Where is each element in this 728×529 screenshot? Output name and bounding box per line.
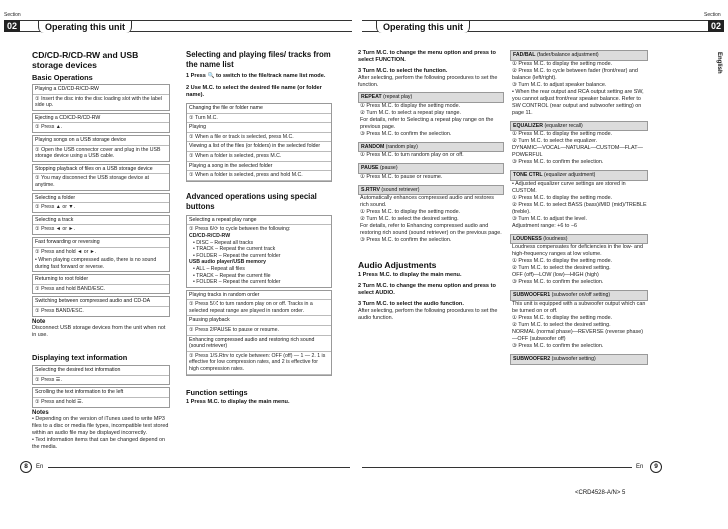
setting-name: SUBWOOFER1 [513, 292, 551, 299]
setting-line: ③ Press M.C. to confirm the selection. [360, 130, 452, 137]
setting-title-bar [510, 354, 648, 365]
operation-title: Selecting the desired text information [33, 366, 169, 376]
setting-line: ③ Press M.C. to confirm the selection. [512, 279, 604, 286]
setting-line: ② Turn M.C. to select a repeat play range. [360, 109, 462, 116]
audio-step-3-text: After selecting, perform the following procedures to set the audio function. [358, 308, 498, 322]
function-step-2: 2 Turn M.C. to change the menu option and press to select FUNCTION. [358, 50, 496, 63]
operation-box [32, 237, 170, 272]
repeat-range-line: • FOLDER – Repeat the current folder [193, 279, 281, 286]
operation-step: ① Insert the disc into the disc loading slot with the label side up. [35, 95, 162, 109]
setting-line: This unit is equipped with a subwoofer output which can be turned on or off. [512, 300, 646, 314]
setting-title-bar [510, 290, 648, 301]
page-title-left: Operating this unit [38, 21, 132, 33]
setting-line: • When the rear output and RCA output setting are SW, you cannot adjust front/rear speaker balance. Refer to SW CONTROL (rear output and subwoofer setting) on page 11. [512, 88, 644, 116]
operation-title: Playing tracks in random order [187, 291, 331, 301]
setting-line: ③ Turn M.C. to adjust speaker balance. [512, 81, 607, 88]
setting-line: ② Press M.C. to cycle between fader (front/rear) and balance (left/right). [512, 67, 638, 81]
operation-row [187, 316, 331, 335]
notes-heading: Notes [32, 409, 49, 416]
operation-step: ① Turn M.C. [189, 114, 218, 121]
setting-desc: (loudness) [543, 235, 568, 242]
footer-rule-right [362, 467, 632, 468]
text-info-heading: Displaying text information [32, 353, 128, 363]
operation-row [187, 291, 331, 317]
section-number-right: 02 [708, 20, 724, 32]
operation-step: ① When a folder is selected, press M.C. [189, 152, 282, 159]
operation-box [32, 164, 170, 191]
setting-line: ① Press M.C. to pause or resume. [360, 173, 443, 180]
note-item: • Depending on the version of iTunes used to write MP3 files to a disc or media file types, incompatible text stored within an audio file may be displayed incorrectly. [32, 416, 169, 437]
setting-desc: (sound retriever) [381, 186, 420, 193]
repeat-range-lines [187, 225, 331, 286]
operation-step: ① You may disconnect the USB storage device at anytime. [35, 175, 149, 188]
setting-line: For details, refer to Selecting a repeat play range on the previous page. [360, 116, 494, 130]
setting-line: ③ Press M.C. to confirm the selection. [512, 342, 604, 349]
operation-title: Playing a CD/CD-R/CD-RW [33, 85, 169, 95]
operation-step: ① Press and hold BAND/ESC. [35, 285, 106, 292]
note-heading: Note [32, 318, 46, 325]
operation-box [32, 387, 170, 407]
setting-title-bar [358, 163, 504, 174]
header-bar-right [362, 20, 710, 32]
setting-line: ③ Turn M.C. to adjust the level. [512, 215, 587, 222]
operation-title: Enhancing compressed audio and restoring rich sound (sound retriever) [187, 336, 331, 352]
operation-box [32, 274, 170, 294]
setting-name: SUBWOOFER2 [513, 355, 551, 362]
setting-desc: (fader/balance adjustment) [536, 52, 599, 58]
setting-line: ① Press M.C. to display the setting mode. [512, 60, 613, 67]
operation-title: Playing songs on a USB storage device [33, 136, 169, 146]
operation-box [32, 365, 170, 385]
audio-sections [510, 50, 648, 365]
setting-name: EQUALIZER [513, 122, 543, 129]
operation-title: Switching between compressed audio and CD-DA [33, 297, 169, 307]
repeat-range-line: CD/CD-R/CD-RW [189, 232, 231, 239]
setting-title-bar [510, 50, 648, 61]
setting-desc: (subwoofer setting) [551, 355, 596, 362]
operation-box [32, 215, 170, 235]
audio-step-3: 3 Turn M.C. to select the audio function. [358, 301, 464, 308]
setting-name: RANDOM [361, 143, 385, 150]
operation-title: Ejecting a CD/CD-R/CD-RW [33, 114, 169, 124]
setting-line: ② Turn M.C. to select the desired setting. [512, 321, 611, 328]
operation-step: ① Press and hold ☰. [35, 399, 84, 406]
operation-title: Changing the file or folder name [187, 104, 331, 114]
operation-step: ① Press ▲ or ▼. [35, 204, 75, 211]
operation-title: Returning to root folder [33, 275, 169, 285]
setting-title-bar [510, 170, 648, 181]
name-list-step-1: 1 Press 🔍 to switch to the file/track name list mode. [186, 73, 326, 79]
special-buttons-table [186, 290, 332, 376]
text-info-table [32, 365, 170, 407]
operation-step: ① Press ☰. [35, 376, 62, 383]
repeat-range-line: • ALL – Repeat all files [193, 265, 245, 272]
setting-line: ① Press M.C. to turn random play on or off. [360, 152, 464, 159]
operation-box [32, 84, 170, 111]
audio-step-1: 1 Press M.C. to display the main menu. [358, 272, 462, 279]
column-4 [510, 50, 648, 365]
operation-title: Selecting a track [33, 216, 169, 226]
operation-row [187, 104, 331, 123]
page-number-right: 9 [650, 461, 662, 473]
section-number-left: 02 [4, 20, 20, 32]
operation-title: Stopping playback of files on a USB storage device [33, 165, 169, 175]
setting-line: ② Turn M.C. to select the equalizer. [512, 138, 598, 145]
setting-line: ① Press M.C. to display the setting mode. [512, 314, 613, 321]
basic-operations-table [32, 84, 170, 317]
operation-step: ① Press ▲. [35, 124, 63, 131]
setting-desc: (subwoofer on/off setting) [551, 292, 611, 299]
operation-row [187, 162, 331, 181]
operation-step: ① Press 1/S.Rtrv to cycle between: OFF (off) — 1 — 2. 1 is effective for low compression rates, and 2 is effective for high compression rates. [189, 352, 326, 373]
repeat-range-line: • TRACK – Repeat the current track [193, 246, 276, 253]
function-step-3-text: After selecting, perform the following procedures to set the function. [358, 75, 498, 88]
operation-step: ① Press 5/⤮ to turn random play on or off. Tracks in a selected repeat range are played in random order. [189, 301, 313, 314]
repeat-range-line: ① Press 6/⟳ to cycle between the following: [189, 226, 291, 233]
setting-line: Adjustment range: +6 to −6 [512, 222, 578, 229]
operation-title: Playing [187, 123, 331, 133]
name-list-table [186, 103, 332, 182]
setting-line: ① Press M.C. to display the setting mode. [512, 258, 613, 265]
setting-title-bar [358, 142, 504, 153]
operation-box [32, 113, 170, 133]
setting-desc: (random play) [385, 143, 418, 150]
special-buttons-heading: Advanced operations using special buttons [186, 191, 317, 211]
setting-desc: (pause) [379, 165, 398, 172]
name-list-heading: Selecting and playing files/ tracks from the name list [186, 50, 331, 69]
setting-name: REPEAT [361, 94, 382, 100]
setting-line: Loudness compensates for deficiencies in the low- and high-frequency ranges at low volume. [512, 244, 643, 258]
setting-line: ③ Press M.C. to confirm the selection. [360, 237, 452, 244]
operation-step: ① Press BAND/ESC. [35, 308, 84, 315]
operation-row [187, 123, 331, 142]
setting-line: For details, refer to Enhancing compressed audio and restoring rich sound (sound retriever) on the previous page. [360, 223, 502, 237]
function-step-3: 3 Turn M.C. to select the function. [358, 68, 448, 74]
audio-step-2: 2 Turn M.C. to change the menu option and press to select AUDIO. [358, 283, 496, 297]
setting-name: LOUDNESS [513, 235, 542, 242]
setting-line: ① Press M.C. to display the setting mode. [512, 131, 613, 138]
operation-title: Pausing playback [187, 316, 331, 326]
basic-operations-heading: Basic Operations [32, 73, 93, 82]
operation-box [186, 103, 332, 182]
note-item: • Text information items that can be changed depend on the media. [32, 437, 166, 451]
operation-step: ① When a folder is selected, press and hold M.C. [189, 172, 303, 179]
operation-box [32, 135, 170, 162]
setting-line: ① Press M.C. to display the setting mode. [360, 209, 461, 216]
repeat-range-title: Selecting a repeat play range [187, 216, 331, 226]
operation-box [186, 290, 332, 376]
operation-title: Fast forwarding or reversing [33, 238, 169, 248]
page-title-right: Operating this unit [376, 21, 470, 33]
setting-line: OFF (off)—LOW (low)—HIGH (high) [512, 272, 599, 279]
setting-line: ① Press M.C. to display the setting mode. [360, 102, 461, 109]
document-code: <CRD4528-A/N> 5 [575, 490, 626, 496]
operation-title: Selecting a folder [33, 194, 169, 204]
operation-title: Viewing a list of the files (or folders) in the selected folder [187, 142, 331, 152]
setting-line: ③ Press M.C. to confirm the selection. [512, 159, 604, 166]
repeat-range-box [186, 215, 332, 288]
setting-title-bar [358, 185, 504, 196]
operation-step: ① Open the USB connector cover and plug in the USB storage device using a USB cable. [35, 146, 161, 160]
page-lang-left: En [36, 464, 44, 470]
setting-line: ② Press M.C. to select BASS (bass)/MID (mid)/TREBLE (treble). [512, 201, 647, 215]
side-language-label: English [716, 52, 722, 74]
operation-step: ① Press ◄ or ►. [35, 226, 75, 233]
setting-desc: (repeat play) [383, 94, 413, 100]
operation-row [187, 336, 331, 375]
function-sections [358, 92, 504, 244]
setting-line: Automatically enhances compressed audio and restores rich sound. [360, 195, 494, 209]
setting-title-bar [510, 234, 648, 245]
setting-name: FAD/BAL [513, 52, 536, 58]
footer-rule-left [48, 467, 350, 468]
operation-step: • When playing compressed audio, there is no sound during fast forward or reverse. [35, 257, 157, 270]
notes-list [32, 416, 170, 451]
setting-line: ① Press M.C. to display the setting mode. [512, 194, 613, 201]
page-lang-right: En [636, 464, 644, 470]
operation-row [187, 142, 331, 161]
repeat-range-line: USB audio player/USB memory [189, 259, 266, 266]
column-1 [32, 50, 170, 451]
setting-line: DYNAMIC—VOCAL—NATURAL—CUSTOM—FLAT—POWERFUL [512, 145, 643, 159]
repeat-range-line: • DISC – Repeat all tracks [193, 239, 254, 246]
section-label-left: Section [4, 12, 21, 18]
function-step-1: 1 Press M.C. to display the main menu. [186, 398, 290, 405]
operation-box [32, 193, 170, 213]
setting-desc: (equalizer adjustment) [544, 172, 596, 179]
cd-usb-heading: CD/CD-R/CD-RW and USB storage devices [32, 50, 139, 70]
operation-box [32, 296, 170, 316]
setting-line: • Adjusted equalizer curve settings are stored in CUSTOM. [512, 180, 626, 194]
operation-step: ① When a file or track is selected, press M.C. [189, 133, 294, 140]
setting-title-bar [358, 92, 504, 103]
name-list-step-2: 2 Use M.C. to select the desired file name (or folder name). [186, 85, 322, 98]
operation-step: ① Press 2/PAUSE to pause or resume. [189, 327, 279, 334]
operation-title: Playing a song in the selected folder [187, 162, 331, 172]
setting-line: ② Turn M.C. to select the desired setting. [512, 265, 611, 272]
page-number-left: 8 [20, 461, 32, 473]
repeat-range-line: • FOLDER – Repeat the current folder [193, 252, 281, 259]
setting-name: TONE CTRL [513, 172, 543, 179]
setting-name: S.RTRV [361, 186, 380, 193]
operation-title: Scrolling the text information to the left [33, 388, 169, 398]
note-text: Disconnect USB storage devices from the unit when not in use. [32, 325, 166, 339]
audio-adjustments-heading: Audio Adjustments [358, 260, 437, 271]
header-bar-left [20, 20, 352, 32]
operation-step: ① Press and hold ◄ or ►. [35, 248, 97, 255]
function-settings-heading: Function settings [186, 387, 248, 397]
column-3 [358, 50, 504, 322]
setting-line: ② Turn M.C. to select the desired setting. [360, 216, 459, 223]
repeat-range-line: • TRACK – Repeat the current file [193, 272, 271, 279]
setting-name: PAUSE [361, 165, 379, 172]
section-label-right: Section [704, 12, 721, 18]
setting-title-bar [510, 121, 648, 132]
setting-line: NORMAL (normal phase)—REVERSE (reverse phase)—OFF (subwoofer off) [512, 328, 644, 342]
setting-desc: (equalizer recall) [544, 122, 583, 129]
column-2 [186, 50, 332, 406]
